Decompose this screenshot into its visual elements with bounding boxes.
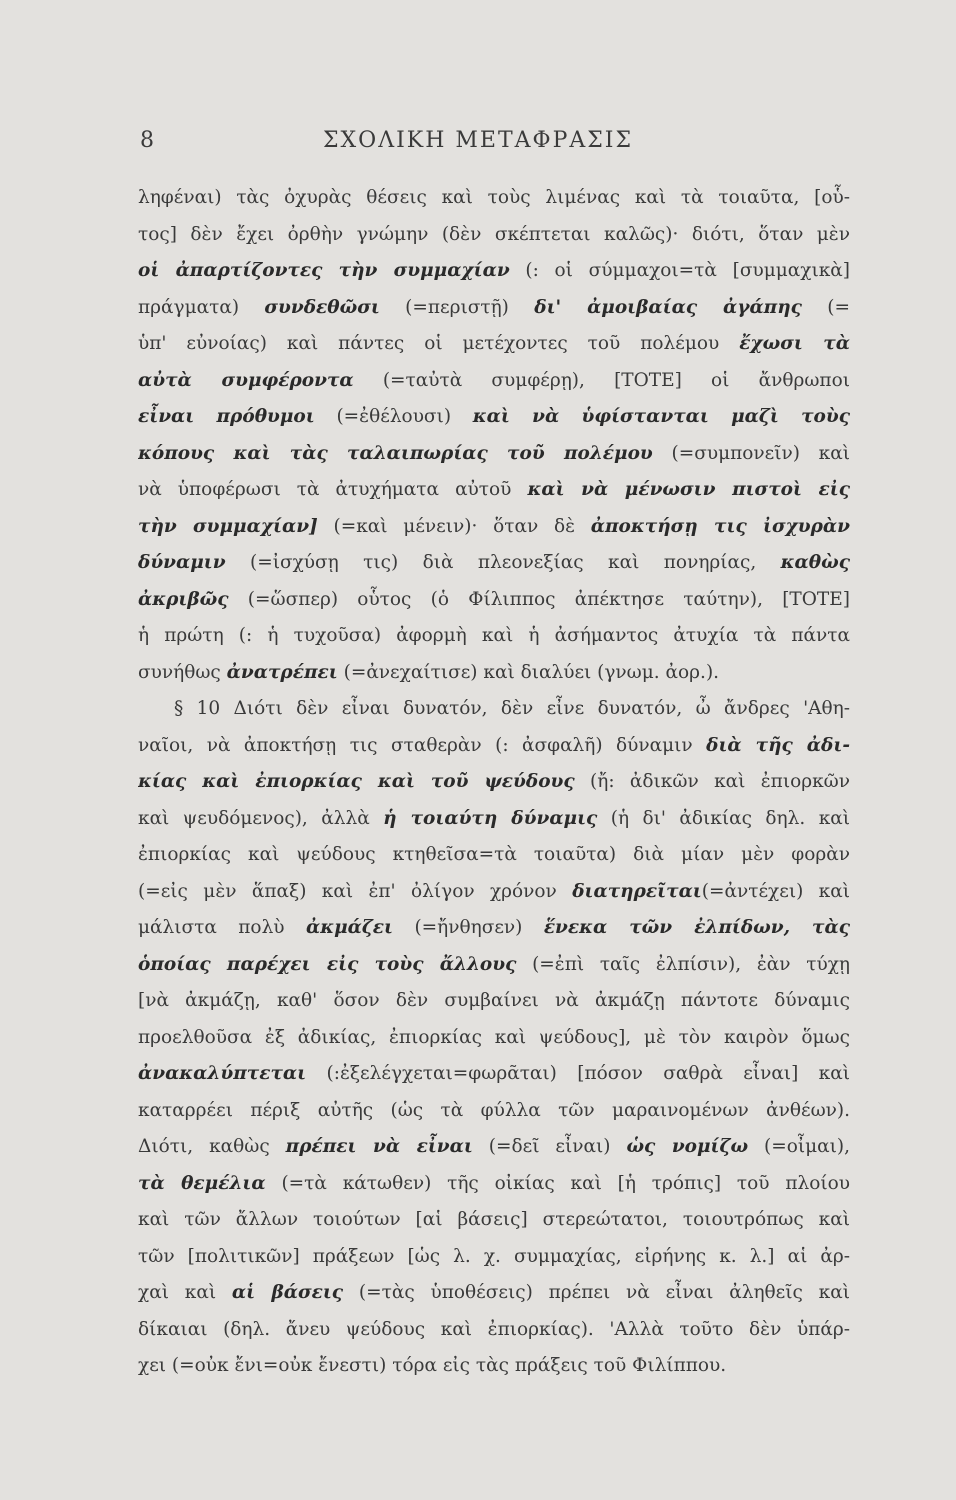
text-line xyxy=(138,1348,850,1385)
text-segment: (=ταὐτὰ συμφέρῃ), [ΤΟΤΕ] οἱ ἄνθρωποι xyxy=(353,369,850,391)
text-line xyxy=(138,655,850,692)
emphasized-phrase: τὴν συμμαχίαν] xyxy=(138,515,318,537)
text-segment: (ἤ: ἀδικῶν καὶ ἐπιορκῶν xyxy=(574,771,850,792)
text-segment: συνήθως xyxy=(138,661,227,683)
text-line xyxy=(138,1239,850,1276)
emphasized-phrase: ἀκμάζει xyxy=(305,917,394,938)
emphasized-phrase: ὁποίας παρέχει εἰς τοὺς ἄλλους xyxy=(138,953,517,975)
text-line xyxy=(138,837,850,874)
text-line xyxy=(138,180,850,217)
text-segment: καταρρέει πέριξ αὐτῆς (ὡς τὰ φύλλα τῶν μαραινομένων ἀνθέων). xyxy=(138,1099,850,1121)
text-line xyxy=(138,326,850,363)
text-line xyxy=(138,1129,850,1166)
text-line xyxy=(138,618,850,655)
text-line xyxy=(138,545,850,582)
text-line xyxy=(138,1312,850,1349)
text-line xyxy=(138,1020,850,1057)
text-segment: (: οἱ σύμμαχοι=τὰ [συμμαχικὰ] xyxy=(509,260,850,281)
text-segment: § 10 Διότι δὲν εἶναι δυνατόν, δὲν εἶνε δυνατόν, ὦ ἄνδρες 'Αθη- xyxy=(174,698,850,719)
text-segment: μάλιστα πολὺ xyxy=(138,917,306,938)
text-segment: νὰ ὑποφέρωσι τὰ ἀτυχήματα αὐτοῦ xyxy=(138,479,528,500)
text-segment: (=συμπονεῖν) καὶ xyxy=(652,442,850,464)
text-segment: Διότι, καθὼς xyxy=(138,1136,286,1157)
emphasized-phrase: καθὼς xyxy=(780,552,850,573)
text-segment: ἡ πρώτη (: ἡ τυχοῦσα) ἀφορμὴ καὶ ἡ ἀσήμαντος ἀτυχία τὰ πάντα xyxy=(138,625,850,646)
emphasized-phrase: πρέπει νὰ εἶναι xyxy=(285,1136,473,1157)
text-line xyxy=(138,983,850,1020)
text-segment: (=ὥσπερ) οὗτος (ὁ Φίλιππος ἀπέκτησε ταύτην), [ΤΟΤΕ] xyxy=(228,588,850,610)
text-segment: (=εἰς μὲν ἅπαξ) καὶ ἐπ' ὀλίγον χρόνον xyxy=(138,880,573,902)
text-line xyxy=(138,1202,850,1239)
emphasized-phrase: ὡς νομίζω xyxy=(626,1136,749,1157)
text-segment: (=ἐπὶ ταῖς ἐλπίσιν), ἐὰν τύχῃ xyxy=(516,953,850,975)
text-segment: χει (=οὐκ ἔνι=οὐκ ἔνεστι) τόρα εἰς τὰς πράξεις τοῦ Φιλίππου. xyxy=(138,1355,727,1376)
running-title: ΣΧΟΛΙΚΗ ΜΕΤΑΦΡΑΣΙΣ xyxy=(322,128,634,153)
emphasized-phrase: καὶ νὰ μένωσιν πιστοὶ εἰς xyxy=(527,479,850,500)
emphasized-phrase: τὰ θεμέλια xyxy=(138,1172,266,1194)
text-line xyxy=(138,509,850,546)
text-line xyxy=(138,764,850,801)
text-line xyxy=(138,1056,850,1093)
text-line xyxy=(138,436,850,473)
text-segment: (=οἶμαι), xyxy=(748,1136,850,1157)
emphasized-phrase: διὰ τῆς ἀδι- xyxy=(706,734,850,756)
emphasized-phrase: κίας καὶ ἐπιορκίας καὶ τοῦ ψεύδους xyxy=(138,771,575,792)
text-segment: (=δεῖ εἶναι) xyxy=(472,1136,627,1157)
page-header xyxy=(0,128,956,168)
text-segment: (=ἐθέλουσι) xyxy=(314,406,473,427)
text-segment: (=τὰ κάτωθεν) τῆς οἰκίας καὶ [ἡ τρόπις] τοῦ πλοίου xyxy=(265,1172,850,1194)
body-text xyxy=(138,180,850,1385)
emphasized-phrase: ἔχωσι τὰ xyxy=(739,333,850,354)
emphasized-phrase: συνδεθῶσι xyxy=(264,296,380,318)
text-line xyxy=(138,290,850,327)
emphasized-phrase: ἀκριβῶς xyxy=(138,588,229,610)
emphasized-phrase: ἀνακαλύπτεται xyxy=(138,1063,307,1084)
text-line xyxy=(138,874,850,911)
text-segment: (=τὰς ὑποθέσεις) πρέπει νὰ εἶναι ἀληθεῖς καὶ xyxy=(343,1282,850,1303)
emphasized-phrase: εἶναι πρόθυμοι xyxy=(138,406,315,427)
text-segment: (=ἤνθησεν) xyxy=(393,917,544,938)
text-line xyxy=(138,1275,850,1312)
text-line xyxy=(138,910,850,947)
emphasized-phrase: καὶ νὰ ὑφίστανται μαζὶ τοὺς xyxy=(472,406,850,427)
text-line xyxy=(138,691,850,728)
text-segment: (=ἀνεχαίτισε) καὶ διαλύει (γνωμ. ἀορ.). xyxy=(337,661,720,683)
text-segment: προελθοῦσα ἐξ ἀδικίας, ἐπιορκίας καὶ ψεύδους], μὲ τὸν καιρὸν ὅμως xyxy=(138,1026,850,1048)
emphasized-phrase: διατηρεῖται xyxy=(572,880,702,902)
text-segment: (=ἰσχύσῃ τις) διὰ πλεονεξίας καὶ πονηρίας, xyxy=(225,552,781,573)
text-segment: (=περιστῇ) xyxy=(379,296,535,318)
text-segment: (:ἐξελέγχεται=φωρᾶται) [πόσον σαθρὰ εἶναι] καὶ xyxy=(306,1063,850,1084)
text-segment: πράγματα) xyxy=(138,296,265,318)
text-line xyxy=(138,253,850,290)
emphasized-phrase: δύναμιν xyxy=(138,552,226,573)
text-segment: καὶ ψευδόμενος), ἀλλὰ xyxy=(138,807,384,829)
text-segment: (=ἀντέχει) καὶ xyxy=(701,880,850,902)
text-segment: τῶν [πολιτικῶν] πράξεων [ὡς λ. χ. συμμαχίας, εἰρήνης κ. λ.] αἱ ἀρ- xyxy=(138,1245,850,1267)
emphasized-phrase: ἕνεκα τῶν ἐλπίδων, τὰς xyxy=(543,917,850,938)
text-segment: ἐπιορκίας καὶ ψεύδους κτηθεῖσα=τὰ τοιαῦτα) διὰ μίαν μὲν φορὰν xyxy=(138,844,850,865)
text-line xyxy=(138,728,850,765)
emphasized-phrase: ἀνατρέπει xyxy=(226,661,338,683)
text-line xyxy=(138,399,850,436)
text-line xyxy=(138,363,850,400)
text-line xyxy=(138,801,850,838)
emphasized-phrase: οἱ ἀπαρτίζοντες τὴν συμμαχίαν xyxy=(138,260,510,281)
text-line xyxy=(138,472,850,509)
emphasized-phrase: ἡ τοιαύτη δύναμις xyxy=(383,807,598,829)
text-segment: καὶ τῶν ἄλλων τοιούτων [αἱ βάσεις] στερεώτατοι, τοιουτρόπως καὶ xyxy=(138,1209,850,1230)
text-segment: δίκαιαι (δηλ. ἄνευ ψεύδους καὶ ἐπιορκίας). 'Αλλὰ τοῦτο δὲν ὑπάρ- xyxy=(138,1318,850,1340)
text-line xyxy=(138,1093,850,1130)
text-segment: (ἡ δι' ἀδικίας δηλ. καὶ xyxy=(597,807,850,829)
text-segment: ναῖοι, νὰ ἀποκτήσῃ τις σταθερὰν (: ἀσφαλῆ) δύναμιν xyxy=(138,734,707,756)
emphasized-phrase: ἀποκτήσῃ τις ἰσχυρὰν xyxy=(590,515,850,537)
text-line xyxy=(138,1166,850,1203)
text-line xyxy=(138,582,850,619)
text-segment: τος] δὲν ἔχει ὀρθὴν γνώμην (δὲν σκέπτεται καλῶς)· διότι, ὅταν μὲν xyxy=(138,223,850,245)
text-segment: ληφέναι) τὰς ὀχυρὰς θέσεις καὶ τοὺς λιμένας καὶ τὰ τοιαῦτα, [οὗ- xyxy=(138,187,850,208)
text-segment: χαὶ καὶ xyxy=(138,1282,232,1303)
emphasized-phrase: αὐτὰ συμφέροντα xyxy=(138,369,354,391)
text-line xyxy=(138,947,850,984)
emphasized-phrase: κόπους καὶ τὰς ταλαιπωρίας τοῦ πολέμου xyxy=(138,442,653,464)
text-segment: (= xyxy=(801,296,850,318)
emphasized-phrase: αἱ βάσεις xyxy=(231,1282,344,1303)
text-segment: [νὰ ἀκμάζῃ, καθ' ὅσον δὲν συμβαίνει νὰ ἀκμάζῃ πάντοτε δύναμις xyxy=(138,990,850,1011)
text-segment: (=καὶ μένειν)· ὅταν δὲ xyxy=(317,515,591,537)
text-segment: ὑπ' εὐνοίας) καὶ πάντες οἱ μετέχοντες τοῦ πολέμου xyxy=(138,333,740,354)
emphasized-phrase: δι' ἀμοιβαίας ἀγάπης xyxy=(534,296,802,318)
page-number: 8 xyxy=(140,128,154,153)
text-line xyxy=(138,217,850,254)
